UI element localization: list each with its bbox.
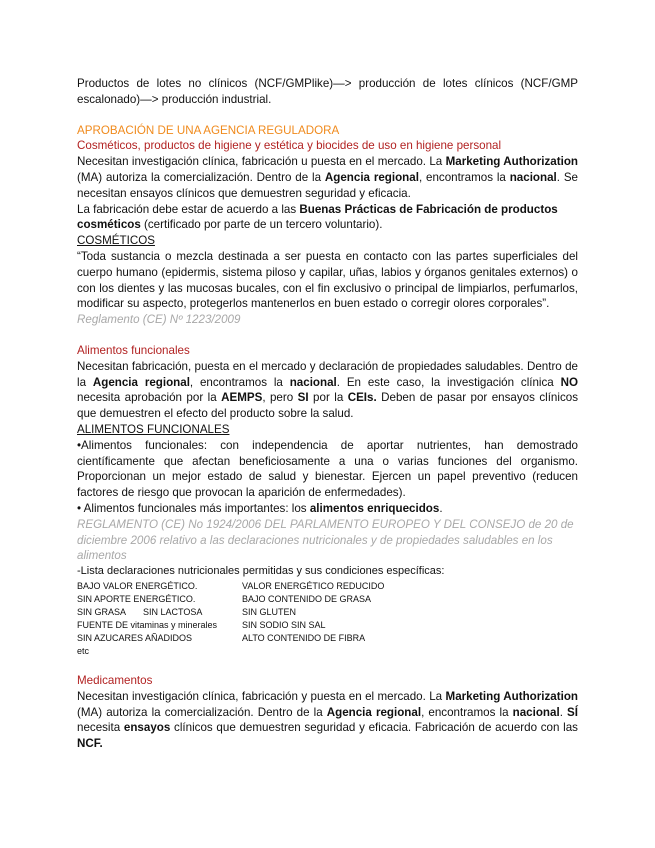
cosmeticos-definition-title: COSMÉTICOS bbox=[77, 234, 155, 248]
claim-cell: BAJO VALOR ENERGÉTICO. bbox=[77, 580, 198, 591]
claims-row bbox=[77, 632, 384, 645]
claims-etc: etc bbox=[77, 645, 90, 656]
alimentos-regulation: REGLAMENTO (CE) No 1924/2006 DEL PARLAMENTO EUROPEO Y DEL CONSEJO de 20 de diciembre 2006 relativo a las declaraciones nutricionales y de propiedades saludables en los alimentos bbox=[77, 517, 574, 563]
claim-cell: FUENTE DE vitaminas y minerales bbox=[77, 619, 218, 630]
alimentos-bullet-2: • Alimentos funcionales más importantes: los alimentos enriquecidos. bbox=[77, 501, 443, 515]
claim-cell: SIN APORTE ENERGÉTICO. bbox=[77, 593, 196, 604]
medicamentos-paragraph-1: Necesitan investigación clínica, fabricación y puesta en el mercado. La Marketing Authorization (MA) autoriza la comercialización. Dentro de la Agencia regional, encontramos la nacional. SÍ necesita ensayos clínicos que demuestren seguridad y eficacia. Fabricación de acuerdo con las NCF. bbox=[77, 689, 578, 751]
cosmeticos-title: Cosméticos, productos de higiene y estética y biocides de uso en higiene personal bbox=[77, 139, 502, 153]
document-page bbox=[77, 76, 578, 752]
alimentos-paragraph-1: Necesitan fabricación, puesta en el mercado y declaración de propiedades saludables. Dentro de la Agencia regional, encontramos la nacional. En este caso, la investigación clínica NO necesita aprobación por la AEMPS, pero SI por la CEIs. Deben de pasar por ensayos clínicos que demuestren el efecto del producto sobre la salud. bbox=[77, 359, 578, 421]
cosmeticos-paragraph-2: La fabricación debe estar de acuerdo a las Buenas Prácticas de Fabricación de productos cosméticos (certificado por parte de un tercero voluntario). bbox=[77, 202, 558, 232]
cosmeticos-definition: “Toda sustancia o mezcla destinada a ser puesta en contacto con las partes superficiales del cuerpo humano (epidermis, sistema piloso y capilar, uñas, labios y órganos genitales externos) o con los dientes y las mucosas bucales, con el fin exclusivo o principal de limpiarlos, perfumarlos, modificar su aspecto, protegerlos mantenerlos en buen estado o corregir olores corporales”. bbox=[77, 249, 578, 311]
alimentos-title: Alimentos funcionales bbox=[77, 343, 190, 357]
alimentos-bullet-1: •Alimentos funcionales: con independencia de aportar nutrientes, han demostrado científicamente que afectan beneficiosamente a una o varias funciones del organismo. Proporcionan un mejor estado de salud y bienestar. Ejercen un papel preventivo (reducen factores de riesgo que provocan la aparición de enfermedades). bbox=[77, 438, 578, 500]
claim-cell: SIN AZUCARES AÑADIDOS bbox=[77, 632, 193, 643]
claim-cell: VALOR ENERGÉTICO REDUCIDO bbox=[242, 580, 385, 591]
claims-row bbox=[77, 580, 384, 593]
claims-row bbox=[77, 619, 384, 632]
medicamentos-title: Medicamentos bbox=[77, 673, 153, 687]
claim-cell: SIN GLUTEN bbox=[242, 606, 297, 617]
claim-cell: ALTO CONTENIDO DE FIBRA bbox=[242, 632, 366, 643]
claims-row bbox=[77, 593, 384, 606]
claims-table bbox=[77, 580, 384, 645]
intro-paragraph: Productos de lotes no clínicos (NCF/GMPlike)—> producción de lotes clínicos (NCF/GMP escalonado)—> producción industrial. bbox=[77, 77, 578, 106]
claims-list-title: -Lista declaraciones nutricionales permitidas y sus condiciones específicas: bbox=[77, 565, 445, 578]
claim-cell: SIN SODIO SIN SAL bbox=[242, 619, 326, 630]
section-heading: APROBACIÓN DE UNA AGENCIA REGULADORA bbox=[77, 123, 340, 137]
claims-row bbox=[77, 606, 384, 619]
alimentos-definition-title: ALIMENTOS FUNCIONALES bbox=[77, 422, 230, 436]
cosmeticos-paragraph-1: Necesitan investigación clínica, fabricación u puesta en el mercado. La Marketing Authorization (MA) autoriza la comercialización. Dentro de la Agencia regional, encontramos la nacional. Se necesitan ensayos clínicos que demuestren seguridad y eficacia. bbox=[77, 155, 579, 200]
cosmeticos-regulation: Reglamento (CE) Nº 1223/2009 bbox=[77, 313, 241, 327]
claim-cell: SIN GRASA SIN LACTOSA bbox=[77, 606, 203, 617]
claim-cell: BAJO CONTENIDO DE GRASA bbox=[242, 593, 372, 604]
